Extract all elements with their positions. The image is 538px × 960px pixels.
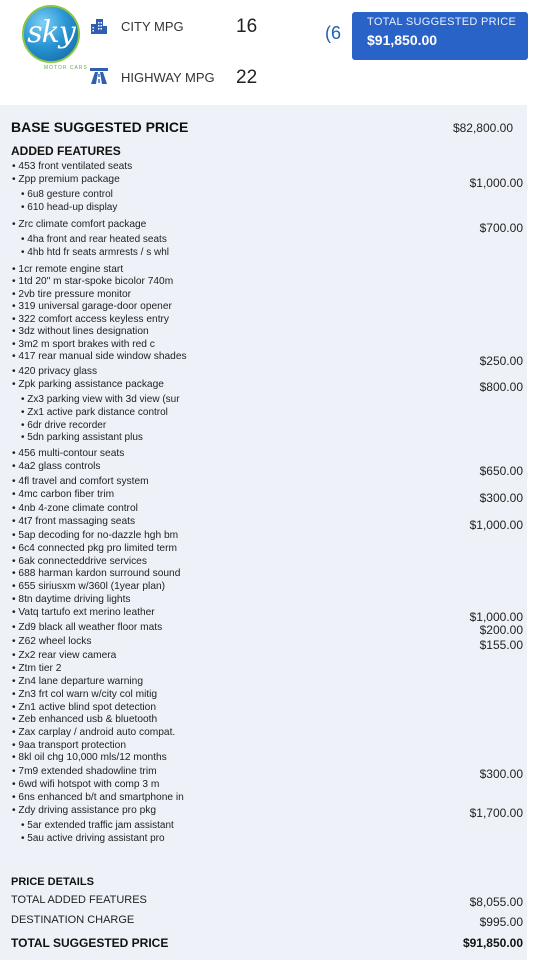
feature-item: • 456 multi-contour seats (12, 448, 125, 459)
feature-item: • 6c4 connected pkg pro limited term (12, 543, 177, 554)
feature-item: • Zn1 active blind spot detection (12, 702, 157, 713)
feature-item: • Zdy driving assistance pro pkg (12, 805, 156, 816)
feature-item: • 319 universal garage-door opener (12, 301, 172, 312)
sub-feature-item: • 610 head-up display (21, 202, 118, 213)
feature-item: • Z62 wheel locks (12, 636, 92, 647)
feature-price: $250.00 (479, 354, 523, 368)
feature-item: • Zpp premium package (12, 174, 120, 185)
feature-item: • 6ak connecteddrive services (12, 556, 147, 567)
truncated-text: (6 (325, 23, 342, 43)
header (0, 0, 538, 103)
feature-item: • 8tn daytime driving lights (12, 594, 131, 605)
sub-feature-item: • Zx1 active park distance control (21, 407, 168, 418)
logo-tagline: MOTOR CARS (44, 65, 88, 71)
sub-feature-item: • 6dr drive recorder (21, 420, 107, 431)
total-price-badge-label: TOTAL SUGGESTED PRICE (367, 16, 517, 28)
total-suggested-price-label: TOTAL SUGGESTED PRICE (11, 936, 169, 950)
feature-item: • 5ap decoding for no-dazzle hgh bm (12, 530, 179, 541)
feature-price: $650.00 (479, 464, 523, 478)
feature-item: • 7m9 extended shadowline trim (12, 766, 157, 777)
feature-price: $200.00 (479, 623, 523, 637)
feature-item: • Zrc climate comfort package (12, 219, 147, 230)
feature-item: • 4fl travel and comfort system (12, 476, 149, 487)
feature-item: • Zn4 lane departure warning (12, 676, 143, 687)
highway-mpg-label: HIGHWAY MPG (121, 70, 215, 85)
highway-mpg-value: 22 (236, 67, 258, 88)
feature-price: $1,000.00 (469, 610, 523, 624)
base-price-label: BASE SUGGESTED PRICE (11, 119, 189, 135)
feature-item: • 688 harman kardon surround sound (12, 568, 181, 579)
feature-price: $1,000.00 (469, 518, 523, 532)
feature-item: • 4nb 4-zone climate control (12, 503, 138, 514)
total-suggested-price-value: $91,850.00 (462, 936, 523, 950)
feature-item: • Zpk parking assistance package (12, 379, 164, 390)
feature-price: $300.00 (479, 491, 523, 505)
feature-item: • 420 privacy glass (12, 366, 98, 377)
base-price-value: $82,800.00 (452, 121, 513, 135)
city-mpg-value: 16 (236, 16, 258, 37)
feature-item: • Zeb enhanced usb & bluetooth (12, 714, 158, 725)
feature-item: • Vatq tartufo ext merino leather (12, 607, 155, 618)
total-price-badge[interactable] (352, 12, 528, 60)
sub-feature-item: • 5ar extended traffic jam assistant (21, 820, 174, 831)
feature-item: • 4mc carbon fiber trim (12, 489, 115, 500)
logo-text: sky (27, 15, 75, 50)
feature-item: • 1td 20" m star-spoke bicolor 740m (12, 276, 174, 287)
feature-item: • 6ns enhanced b/t and smartphone in (12, 792, 184, 803)
feature-item: • Zd9 black all weather floor mats (12, 622, 163, 633)
sub-feature-item: • 6u8 gesture control (21, 189, 113, 200)
feature-item: • 2vb tire pressure monitor (12, 289, 132, 300)
feature-price: $300.00 (479, 767, 523, 781)
feature-item: • Ztm tier 2 (12, 663, 62, 674)
feature-item: • 417 rear manual side window shades (12, 351, 187, 362)
highway-road-icon (90, 67, 108, 85)
sub-feature-item: • 4hb htd fr seats armrests / s whl (21, 247, 169, 258)
feature-item: • 453 front ventilated seats (12, 161, 133, 172)
feature-item: • 322 comfort access keyless entry (12, 314, 170, 325)
feature-item: • 3dz without lines designation (12, 326, 149, 337)
sub-feature-item: • Zx3 parking view with 3d view (sur (21, 394, 180, 405)
total-price-badge-value: $91,850.00 (367, 32, 438, 48)
feature-item: • Zn3 frt col warn w/city col mitig (12, 689, 158, 700)
feature-item: • 1cr remote engine start (12, 264, 124, 275)
sub-feature-item: • 5dn parking assistant plus (21, 432, 143, 443)
feature-price: $800.00 (479, 380, 523, 394)
dealer-logo[interactable] (22, 5, 80, 63)
feature-item: • 3m2 m sport brakes with red c (12, 339, 155, 350)
feature-price: $700.00 (479, 221, 523, 235)
feature-item: • 4t7 front massaging seats (12, 516, 136, 527)
sub-feature-item: • 4ha front and rear heated seats (21, 234, 167, 245)
city-buildings-icon (90, 17, 108, 35)
feature-item: • 8kl oil chg 10,000 mls/12 months (12, 752, 167, 763)
feature-price: $155.00 (479, 638, 523, 652)
feature-item: • Zx2 rear view camera (12, 650, 117, 661)
added-features-heading: ADDED FEATURES (11, 144, 121, 158)
feature-item: • Zax carplay / android auto compat. (12, 727, 176, 738)
feature-item: • 655 siriusxm w/360l (1year plan) (12, 581, 166, 592)
destination-charge-value: $995.00 (479, 915, 523, 929)
sub-feature-item: • 5au active driving assistant pro (21, 833, 165, 844)
feature-item: • 9aa transport protection (12, 740, 126, 751)
total-added-features-value: $8,055.00 (469, 895, 523, 909)
city-mpg-label: CITY MPG (121, 19, 184, 34)
price-details-heading: PRICE DETAILS (11, 876, 94, 888)
feature-price: $1,700.00 (469, 806, 523, 820)
feature-item: • 4a2 glass controls (12, 461, 101, 472)
feature-item: • 6wd wifi hotspot with comp 3 m (12, 779, 160, 790)
feature-price: $1,000.00 (469, 176, 523, 190)
total-added-features-label: TOTAL ADDED FEATURES (11, 894, 147, 906)
destination-charge-label: DESTINATION CHARGE (11, 914, 135, 926)
